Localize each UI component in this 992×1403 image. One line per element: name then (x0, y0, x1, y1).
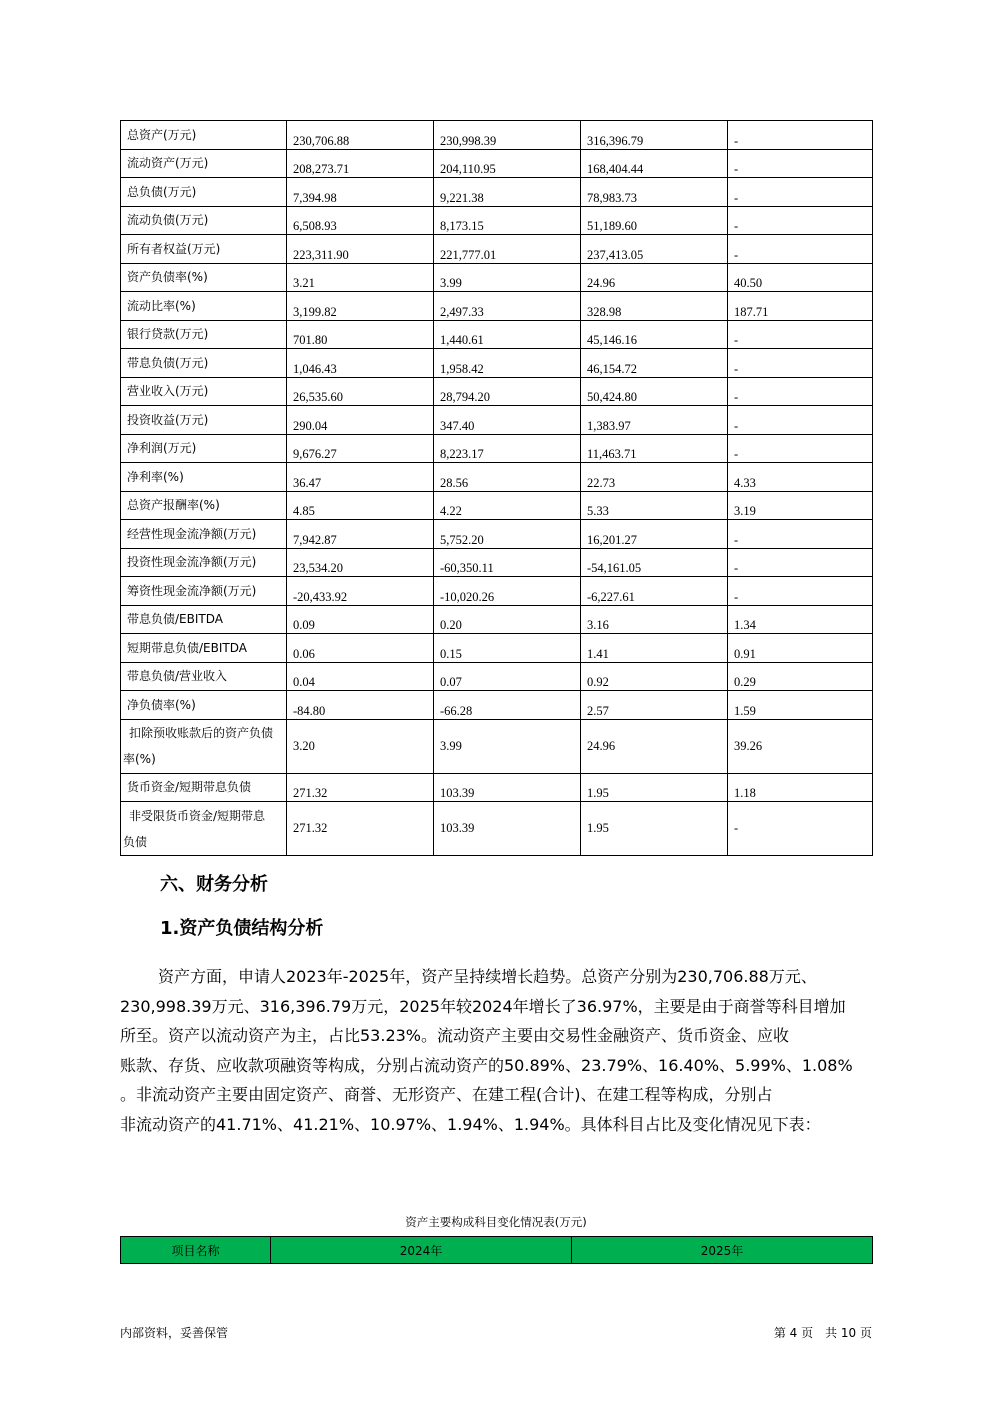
row-label: 净负债率(%) (121, 691, 287, 720)
cell-v2025: 11,463.71 (581, 434, 728, 463)
row-label: 经营性现金流净额(万元) (121, 520, 287, 549)
cell-v2024: 5,752.20 (434, 520, 581, 549)
cell-v2025: 0.92 (581, 662, 728, 691)
cell-v2024: 9,221.38 (434, 178, 581, 207)
cell-v2023: 208,273.71 (287, 149, 434, 178)
row-label: 资产负债率(%) (121, 263, 287, 292)
row-label-line: 扣除预收账款后的资产负债 (129, 726, 274, 740)
row-label: 流动比率(%) (121, 292, 287, 321)
cell-v2025: 1.95 (581, 773, 728, 802)
table-row (121, 178, 873, 207)
table-row (121, 577, 873, 606)
paragraph-line: 资产方面，申请人2023年-2025年，资产呈持续增长趋势。总资产分别为230,706.88万元、 (158, 967, 817, 986)
cell-industry: - (728, 520, 873, 549)
cell-v2025: 237,413.05 (581, 235, 728, 264)
cell-v2023: 3.21 (287, 263, 434, 292)
cell-v2023: -84.80 (287, 691, 434, 720)
cell-v2024: 230,998.39 (434, 121, 581, 150)
cell-v2025: 46,154.72 (581, 349, 728, 378)
row-label: 总资产报酬率(%) (121, 491, 287, 520)
row-label: 货币资金/短期带息负债 (121, 773, 287, 802)
footer-confidential-note: 内部资料，妥善保管 (120, 1326, 229, 1340)
cell-v2024: 8,223.17 (434, 434, 581, 463)
table-row (121, 406, 873, 435)
cell-v2023: 7,942.87 (287, 520, 434, 549)
cell-v2023: 4.85 (287, 491, 434, 520)
row-label: 所有者权益(万元) (121, 235, 287, 264)
row-label: 净利润(万元) (121, 434, 287, 463)
table-header-row (121, 1237, 873, 1264)
table-row (121, 121, 873, 150)
financial-indicators-table (120, 120, 873, 856)
cell-industry: 4.33 (728, 463, 873, 492)
row-label: 总资产(万元) (121, 121, 287, 150)
cell-industry: 0.91 (728, 634, 873, 663)
cell-v2023: 7,394.98 (287, 178, 434, 207)
header-item-name: 项目名称 (121, 1237, 271, 1264)
cell-v2025: -54,161.05 (581, 548, 728, 577)
cell-v2024: 103.39 (434, 802, 581, 856)
paragraph-line: 所至。资产以流动资产为主，占比53.23%。流动资产主要由交易性金融资产、货币资金、应收 (120, 1026, 790, 1045)
cell-v2023: 26,535.60 (287, 377, 434, 406)
paragraph-line: 账款、存货、应收款项融资等构成，分别占流动资产的50.89%、23.79%、16.40%、5.99%、1.08% (120, 1055, 853, 1075)
row-label: 短期带息负债/EBITDA (121, 634, 287, 663)
cell-v2025: 1,383.97 (581, 406, 728, 435)
footer-page-number: 第 4 页 共 10 页 (773, 1326, 872, 1340)
cell-v2024: 28.56 (434, 463, 581, 492)
cell-v2023: 290.04 (287, 406, 434, 435)
cell-v2025: 51,189.60 (581, 206, 728, 235)
row-label: 净利率(%) (121, 463, 287, 492)
cell-industry: - (728, 206, 873, 235)
table-row (121, 662, 873, 691)
table-row (121, 235, 873, 264)
table-caption: 资产主要构成科目变化情况表(万元) (405, 1215, 587, 1229)
paragraph-line: 非流动资产的41.71%、41.21%、10.97%、1.94%、1.94%。具体科目占比及变化情况见下表： (120, 1114, 821, 1134)
cell-v2025: 45,146.16 (581, 320, 728, 349)
row-label-line: 非受限货币资金/短期带息 (129, 808, 266, 823)
cell-v2024: 0.20 (434, 605, 581, 634)
cell-v2025: 78,983.73 (581, 178, 728, 207)
row-label: 筹资性现金流净额(万元) (121, 577, 287, 606)
cell-v2023: 701.80 (287, 320, 434, 349)
cell-industry: 1.18 (728, 773, 873, 802)
cell-industry: - (728, 434, 873, 463)
cell-industry: 3.19 (728, 491, 873, 520)
cell-industry: 0.29 (728, 662, 873, 691)
table-row (121, 349, 873, 378)
cell-industry: - (728, 577, 873, 606)
row-label: 银行贷款(万元) (121, 320, 287, 349)
cell-v2024: 4.22 (434, 491, 581, 520)
cell-v2024: 3.99 (434, 719, 581, 773)
cell-v2023: 9,676.27 (287, 434, 434, 463)
cell-v2024: 1,440.61 (434, 320, 581, 349)
row-label (121, 719, 287, 773)
table-row (121, 206, 873, 235)
cell-v2023: 230,706.88 (287, 121, 434, 150)
row-label-line: 率(%) (123, 752, 156, 766)
table-row (121, 491, 873, 520)
cell-industry: 1.59 (728, 691, 873, 720)
cell-v2025: 5.33 (581, 491, 728, 520)
cell-v2023: 3,199.82 (287, 292, 434, 321)
analysis-paragraph (120, 962, 880, 1139)
row-label: 营业收入(万元) (121, 377, 287, 406)
table-row (121, 263, 873, 292)
paragraph-line: 230,998.39万元、316,396.79万元，2025年较2024年增长了36.97%，主要是由于商誉等科目增加 (120, 996, 846, 1016)
table-row (121, 434, 873, 463)
header-2025: 2025年 (572, 1237, 873, 1264)
cell-v2024: 221,777.01 (434, 235, 581, 264)
table-row (121, 548, 873, 577)
cell-industry: 1.34 (728, 605, 873, 634)
section-heading: 六、财务分析 (160, 874, 268, 895)
cell-v2024: 204,110.95 (434, 149, 581, 178)
cell-v2025: 1.95 (581, 802, 728, 856)
section-subheading: 1.资产负债结构分析 (160, 918, 324, 939)
table-row (121, 773, 873, 802)
row-label: 带息负债(万元) (121, 349, 287, 378)
cell-v2024: 8,173.15 (434, 206, 581, 235)
cell-v2025: 16,201.27 (581, 520, 728, 549)
table-row (121, 377, 873, 406)
cell-industry: - (728, 548, 873, 577)
cell-v2024: 347.40 (434, 406, 581, 435)
table-row (121, 149, 873, 178)
table-row (121, 463, 873, 492)
cell-v2025: 3.16 (581, 605, 728, 634)
cell-v2023: 0.06 (287, 634, 434, 663)
row-label: 流动负债(万元) (121, 206, 287, 235)
table-row (121, 320, 873, 349)
cell-v2024: 0.07 (434, 662, 581, 691)
cell-industry: 187.71 (728, 292, 873, 321)
cell-v2023: 0.04 (287, 662, 434, 691)
row-label: 投资收益(万元) (121, 406, 287, 435)
row-label: 流动资产(万元) (121, 149, 287, 178)
cell-v2025: 1.41 (581, 634, 728, 663)
row-label-line: 负债 (123, 834, 148, 849)
cell-v2023: 23,534.20 (287, 548, 434, 577)
table-row (121, 691, 873, 720)
header-2024: 2024年 (271, 1237, 572, 1264)
cell-industry: - (728, 406, 873, 435)
table-row (121, 605, 873, 634)
cell-v2024: 103.39 (434, 773, 581, 802)
cell-v2023: 271.32 (287, 773, 434, 802)
cell-v2025: 316,396.79 (581, 121, 728, 150)
cell-v2023: 0.09 (287, 605, 434, 634)
cell-v2025: -6,227.61 (581, 577, 728, 606)
row-label (121, 802, 287, 856)
table-row (121, 292, 873, 321)
table-row (121, 634, 873, 663)
cell-industry: - (728, 320, 873, 349)
cell-v2024: 0.15 (434, 634, 581, 663)
cell-v2025: 328.98 (581, 292, 728, 321)
cell-industry: - (728, 178, 873, 207)
cell-v2024: 1,958.42 (434, 349, 581, 378)
cell-industry: - (728, 149, 873, 178)
cell-v2025: 50,424.80 (581, 377, 728, 406)
cell-v2024: -10,020.26 (434, 577, 581, 606)
table-row (121, 520, 873, 549)
cell-industry: - (728, 802, 873, 856)
cell-industry: - (728, 121, 873, 150)
cell-industry: - (728, 235, 873, 264)
cell-industry: - (728, 349, 873, 378)
cell-v2023: 3.20 (287, 719, 434, 773)
paragraph-line: 。非流动资产主要由固定资产、商誉、无形资产、在建工程(合计)、在建工程等构成，分别占 (120, 1085, 773, 1104)
cell-v2025: 168,404.44 (581, 149, 728, 178)
cell-v2025: 2.57 (581, 691, 728, 720)
cell-v2024: -66.28 (434, 691, 581, 720)
cell-v2025: 22.73 (581, 463, 728, 492)
cell-v2024: 3.99 (434, 263, 581, 292)
cell-industry: - (728, 377, 873, 406)
row-label: 带息负债/营业收入 (121, 662, 287, 691)
cell-v2023: -20,433.92 (287, 577, 434, 606)
row-label: 投资性现金流净额(万元) (121, 548, 287, 577)
cell-v2023: 1,046.43 (287, 349, 434, 378)
cell-v2025: 24.96 (581, 263, 728, 292)
cell-v2023: 271.32 (287, 802, 434, 856)
cell-v2023: 36.47 (287, 463, 434, 492)
cell-industry: 39.26 (728, 719, 873, 773)
table-row (121, 719, 873, 773)
table-row (121, 802, 873, 856)
cell-v2023: 223,311.90 (287, 235, 434, 264)
cell-v2024: -60,350.11 (434, 548, 581, 577)
cell-v2024: 2,497.33 (434, 292, 581, 321)
asset-structure-table (120, 1236, 873, 1264)
cell-industry: 40.50 (728, 263, 873, 292)
row-label: 总负债(万元) (121, 178, 287, 207)
cell-v2024: 28,794.20 (434, 377, 581, 406)
cell-v2023: 6,508.93 (287, 206, 434, 235)
row-label: 带息负债/EBITDA (121, 605, 287, 634)
cell-v2025: 24.96 (581, 719, 728, 773)
